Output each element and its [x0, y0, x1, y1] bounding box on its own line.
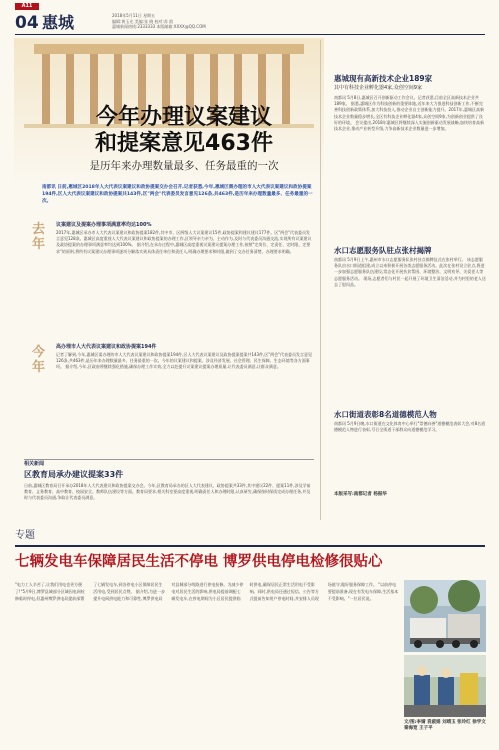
story2-text: 南都讯 5月9日上午,惠州市水口志愿服务队张村驻点揭牌仪式在张村举行。 该志愿服务队由水口街道组建,成立以来积极开展各类志愿服务活动。此次在张村设立驻点,将进一步加强志愿服务队伍建设,常态化开展扶贫帮困、环境整治、文明劝导、关爱老人等志愿服务活动。 现场,志愿者们与村民一起开展了环境卫生清洁活动,并为村里的老人送去了慰问品。 [334, 257, 486, 287]
special-headline: 七辆发电车保障居民生活不停电 博罗供电停电检修很贴心 [15, 554, 383, 570]
story1-text: 南都讯 5月8日,惠城区召开创新驱动工作会议。记者获悉,目前全区高新技术企业共189家。 据悉,惠城区作为科技创新的重要阵地,近年来大力推进科技创新工作,不断完善科技创新政策体系,加大科技投入,推动企业自主创新能力提升。2017年,惠城区高新技术企业数量稳步增长,全区有科技企业孵化器4家,众创空间9家,为创新创业提供了良好的环境。 会议提出,2018年惠城区将继续深入实施创新驱动发展战略,加快培育高新技术企业,推动产业转型升级,力争高新技术企业数量进一步增加。 [334, 95, 484, 132]
page-tag-text: A11 [21, 3, 33, 9]
lead-story [14, 38, 324, 478]
special-text: "电力工人辛苦了,让我们用电也更方便了!"5月9日,博罗县城部分区域因电网检修临时停电,但惠州博罗供电局提前部署了七辆发电车,到各停电小区保障居民生活用电,受到居民点赞。 据介绍,为进一步提升电网供电能力和可靠性,博罗供电局对县城部分线路进行停电检修。为减少停电对居民生活的影响,供电局提前调配七辆发电车,在停电期间为小区居民提供临时供电,确保居民正常生活用电不受影响。同时,供电局还通过短信、公告等方式提前告知用户停电时间,并安排人员现场值守,做好服务保障工作。 "以前停电要提前准备,现在有发电车保障,生活基本不受影响。"一位居民说。 [15, 582, 399, 601]
page-tag [15, 3, 39, 10]
related-tag: 相关新闻 [24, 461, 45, 467]
story3-title: 水口街道表彰8名道德模范人物 [334, 410, 437, 419]
this-year-subhead: 高办理市人大代表议案建议和政协提案194件 [56, 344, 157, 350]
masthead [0, 0, 499, 36]
masthead-meta [112, 13, 252, 30]
related-title: 区教育局承办建议提案33件 [24, 470, 124, 479]
masthead-rule [15, 34, 485, 35]
lead-headline-2: 和提案意见463件 [95, 131, 273, 156]
meta-contact: 惠城新闻热线:2333333 本版邮箱:XXXX@QQ.COM [112, 24, 206, 30]
lead-intro: 南都讯 日前,惠城区2018年人大代表议案建议和政协提案交办会召开,记者获悉,今年,惠城区需办理的市人大代表议案建议和政协提案194件,区人大代表议案建议和政协提案共143件,区"两会"代表委员发言意见126条,共463件,是历年来办理数量最多、任务最重的一次。 [42, 185, 313, 204]
story2-title: 水口志愿服务队驻点张村揭牌 [334, 246, 432, 255]
story3-credits: 本版采写:南都记者 杨振华 [334, 492, 387, 497]
story3-text: 南都讯 5月9日晚,水口街道在文化体育中心举行"崇德向善"道德模范表彰大会,对8名道德模范人物进行表彰,号召全街道干部群众向道德模范学习。 [334, 421, 486, 433]
story1-title: 惠城现有高新技术企业189家 [334, 74, 433, 83]
right-column [334, 40, 486, 522]
last-year-text: 2017年,惠城区承办市人大代表议案建议和政协提案182件,其中市、区两级人大议案建议15件,政协提案和建议建议177件。区"两会"代表委员发言意见128条。惠城区高度重视人大代表议案建议和政协提案的办理工作,区领导亲力亲为、主动作为,及时与代表委员沟通交流,实现所有议案建议及政协提案的办理事项满意率均达到100%。 据介绍,在承办过程中,惠城区高度重视议案建议提案办理工作,按照"定岗位、定责任、定时限、定要求"的原则,将所有议案建议办理事项逐项分解落实到具体责任单位和责任人,明确办理要求和时限,做到了交办任务清楚、办理要求明确。 [56, 230, 312, 254]
this-year-label: 今年 [32, 345, 46, 375]
related-rule [24, 459, 314, 460]
this-year-text: 记者了解到,今年,惠城区需办理的市人大代表议案建议和政协提案194件,区人大代表议案建议及政协提案提案共143件,区"两会"代表委员发言意见126条,共463件,是历年来办理数量最多、任务最重的一次。今年的议案建议和提案、涉及经济发展、社会管理、民生保障、生态环境等各方面事项。 据介绍,今年,区政府将继续强化措施,确保办理工作实效,全力以赴提升议案建议提案办理质量,让代表委员满意,让群众满意。 [56, 352, 313, 370]
section-name: 惠城 [42, 13, 75, 32]
last-year-subhead: 议案建议及提案办理事项满意率均达100% [56, 222, 152, 228]
special-tag: 专题 [15, 530, 35, 541]
meta-editors: 编辑:黄玉光 美编:张 晓 校对:苏 韵 [112, 18, 174, 24]
lead-subheadline: 是历年来办理数量最多、任务最重的一次 [89, 160, 279, 172]
special-rule [15, 545, 485, 547]
lead-headline-1: 今年办理议案建议 [95, 105, 272, 130]
story1-subtitle: 其中有科技企业孵化器4家,众创空间9家 [334, 85, 422, 91]
meta-date: 2018年5月11日 星期五 [112, 13, 156, 18]
column-divider [320, 40, 321, 520]
workers-photo [404, 655, 486, 717]
power-truck-photo [404, 580, 486, 652]
related-text: 日前,惠城区教育局召开承办2018年人大代表建议和政协提案交办会。今年,区教育局承办的区人大代表建议、政协提案共33件,其中建议22件、提案11件,涉及学前教育、义务教育、高中教育、校园安全、教师队伍建设等方面。教育局要求,相关科室要高度重视,明确责任人和办理时限,认真研究,确保按时保质完成办理任务,并及时与代表委员沟通,争取让代表委员满意。 [24, 483, 311, 501]
last-year-label: 去年 [32, 222, 46, 252]
special-credits: 文/图:李婧 袁淑娟 刘靖玉 张玲红 徐学文 秦海宽 王子平 [404, 720, 486, 731]
page-number: 04 [15, 13, 39, 33]
